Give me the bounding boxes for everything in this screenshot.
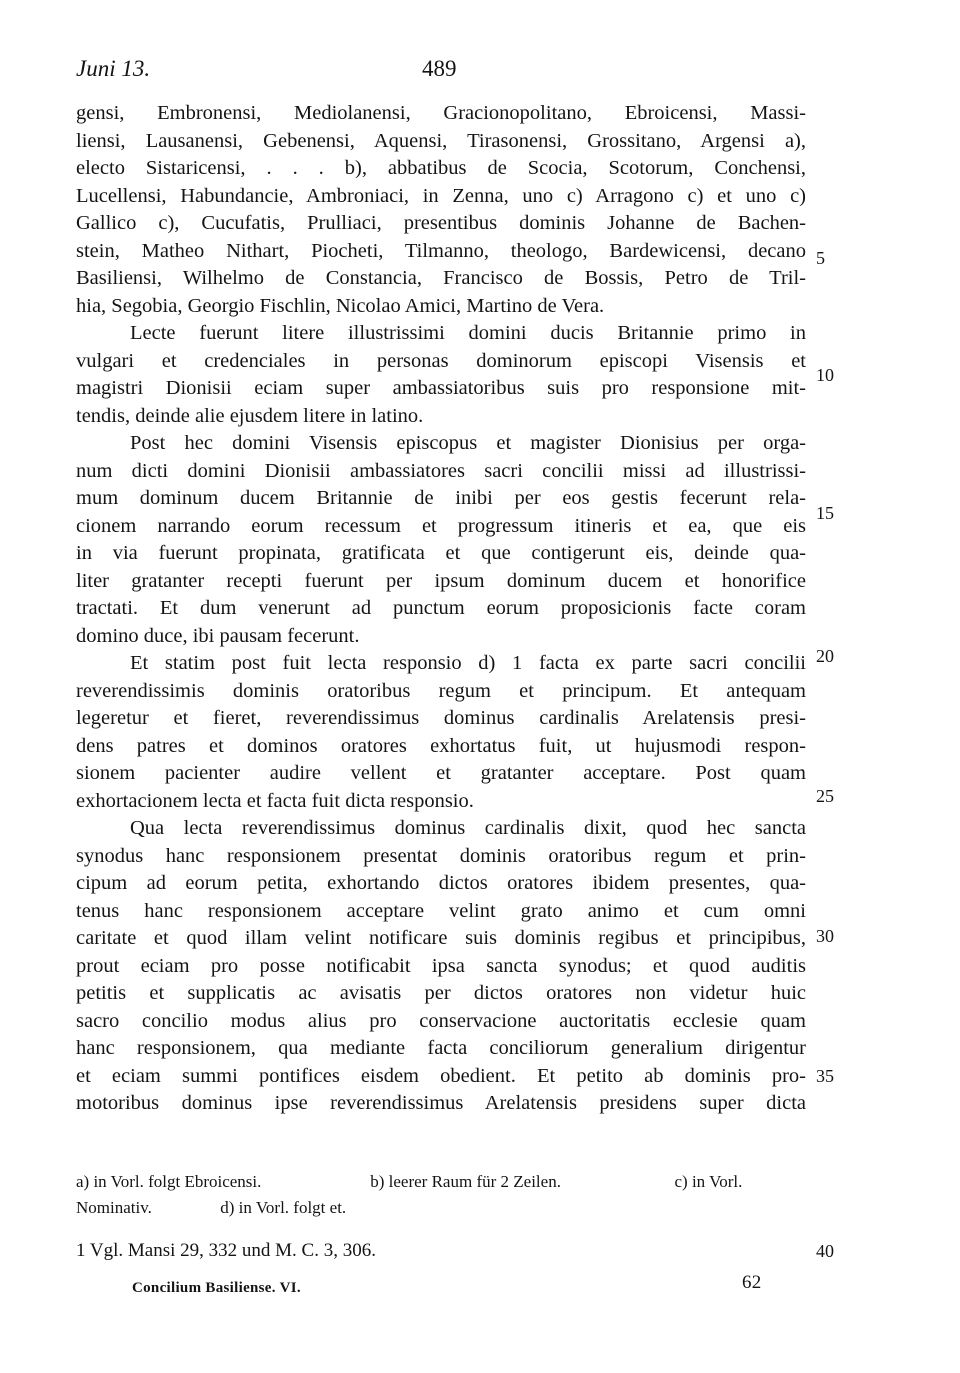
signature-mark: 62 xyxy=(742,1272,762,1293)
text-line: liter gratanter recepti fuerunt per ipsum dominum ducem et honorifice xyxy=(76,569,806,592)
text-line: cionem narrando eorum recessum et progressum itineris et ea, que eis xyxy=(76,514,806,537)
footnote-a: a) in Vorl. folgt Ebroicensi. xyxy=(76,1172,262,1191)
text-line: electo Sistaricensi, . . . b), abbatibus de Scocia, Scotorum, Conchensi, xyxy=(76,157,806,179)
text-line: Et statim post fuit lecta responsio d) 1 facta ex parte sacri concilii xyxy=(130,652,806,674)
text-line: petitis et supplicatis ac avisatis per dictos oratores non videtur huic xyxy=(76,982,806,1004)
line-number: 5 xyxy=(816,248,825,268)
text-line: sacro concilio modus alius pro conservacione auctoritatis ecclesie quam xyxy=(76,1009,806,1032)
text-line: cipum ad eorum petita, exhortando dictos oratores ibidem presentes, qua- xyxy=(76,872,806,894)
line-number: 20 xyxy=(816,646,834,666)
text-line: magistri Dionisii eciam super ambassiatoribus suis pro responsione mit- xyxy=(76,377,806,399)
header-date: Juni 13. xyxy=(76,56,151,81)
text-line: synodus hanc responsionem presentat dominis oratoribus regum et prin- xyxy=(76,844,806,867)
text-line: hia, Segobia, Georgio Fischlin, Nicolao Amici, Martino de Vera. xyxy=(76,294,605,317)
line-number: 35 xyxy=(816,1066,834,1086)
text-line: Basiliensi, Wilhelmo de Constancia, Francisco de Bossis, Petro de Tril- xyxy=(76,267,806,289)
text-line: exhortacionem lecta et facta fuit dicta responsio. xyxy=(76,789,474,812)
footnote-b: b) leerer Raum für 2 Zeilen. xyxy=(370,1172,561,1191)
line-number: 40 xyxy=(816,1241,834,1261)
text-line: vulgari et credenciales in personas dominorum episcopi Visensis et xyxy=(76,349,806,372)
main-text xyxy=(76,100,806,1118)
text-line: sionem pacienter audire vellent et gratanter acceptare. Post quam xyxy=(76,762,806,784)
text-line: motoribus dominus ipse reverendissimus Arelatensis presidens super dicta xyxy=(76,1092,806,1114)
text-line: hanc responsionem, qua mediante facta conciliorum generalium dirigentur xyxy=(76,1037,806,1059)
text-line: tenus hanc responsionem acceptare velint grato animo et cum omni xyxy=(76,899,806,922)
footnotes xyxy=(76,1169,806,1221)
text-line: tractati. Et dum venerunt ad punctum eorum proposicionis facte coram xyxy=(76,597,806,619)
page-footer xyxy=(132,1272,772,1300)
text-line: gensi, Embronensi, Mediolanensi, Gracionopolitano, Ebroicensi, Massi- xyxy=(76,102,806,124)
text-line: Post hec domini Visensis episcopus et magister Dionisius per orga- xyxy=(130,432,806,454)
footnote-c: c) in Vorl. xyxy=(674,1172,743,1191)
text-line: in via fuerunt propinata, gratificata et que contigerunt eis, deinde qua- xyxy=(76,542,806,564)
text-line: reverendissimis dominis oratoribus regum et principum. Et antequam xyxy=(76,679,806,702)
footnote-d: d) in Vorl. folgt et. xyxy=(220,1198,347,1217)
line-number: 30 xyxy=(816,926,834,946)
text-line: dens patres et dominos oratores exhortatus fuit, ut hujusmodi respon- xyxy=(76,734,806,757)
text-line: domino duce, ibi pausam fecerunt. xyxy=(76,624,360,647)
text-line: prout eciam pro posse notificabit ipsa sancta synodus; et quod auditis xyxy=(76,954,806,977)
text-line: Lucellensi, Habundancie, Ambroniaci, in Zenna, uno c) Arragono c) et uno c) xyxy=(76,184,806,207)
text-line: stein, Matheo Nithart, Piocheti, Tilmanno, theologo, Bardewicensi, decano xyxy=(76,239,806,262)
page-header xyxy=(76,56,806,86)
text-line: num dicti domini Dionisii ambassiatores sacri concilii missi ad illustrissi- xyxy=(76,459,806,482)
footnote-c-continued: Nominativ. xyxy=(76,1198,152,1217)
page-number: 489 xyxy=(422,56,457,81)
text-line: liensi, Lausanensi, Gebenensi, Aquensi, Tirasonensi, Grossitano, Argensi a), xyxy=(76,129,806,152)
text-line: Lecte fuerunt litere illustrissimi domini ducis Britannie primo in xyxy=(130,322,806,344)
line-number: 10 xyxy=(816,365,834,385)
text-line: et eciam summi pontifices eisdem obedient. Et petito ab dominis pro- xyxy=(76,1064,806,1087)
text-line: tendis, deinde alie ejusdem litere in latino. xyxy=(76,404,424,427)
text-line: legeretur et fieret, reverendissimus dominus cardinalis Arelatensis presi- xyxy=(76,707,806,729)
footer-title: Concilium Basiliense. VI. xyxy=(132,1280,301,1296)
text-line: Gallico c), Cucufatis, Prulliaci, presentibus dominis Johanne de Bachen- xyxy=(76,212,806,234)
line-number: 25 xyxy=(816,786,834,806)
text-line: Qua lecta reverendissimus dominus cardinalis dixit, quod hec sancta xyxy=(130,817,806,839)
line-number: 15 xyxy=(816,503,834,523)
text-line: mum dominum ducem Britannie de inibi per eos gestis fecerunt rela- xyxy=(76,487,806,509)
text-line: caritate et quod illam velint notificare suis dominis regibus et principibus, xyxy=(76,927,806,949)
source-reference: 1 Vgl. Mansi 29, 332 und M. C. 3, 306. xyxy=(76,1240,376,1261)
